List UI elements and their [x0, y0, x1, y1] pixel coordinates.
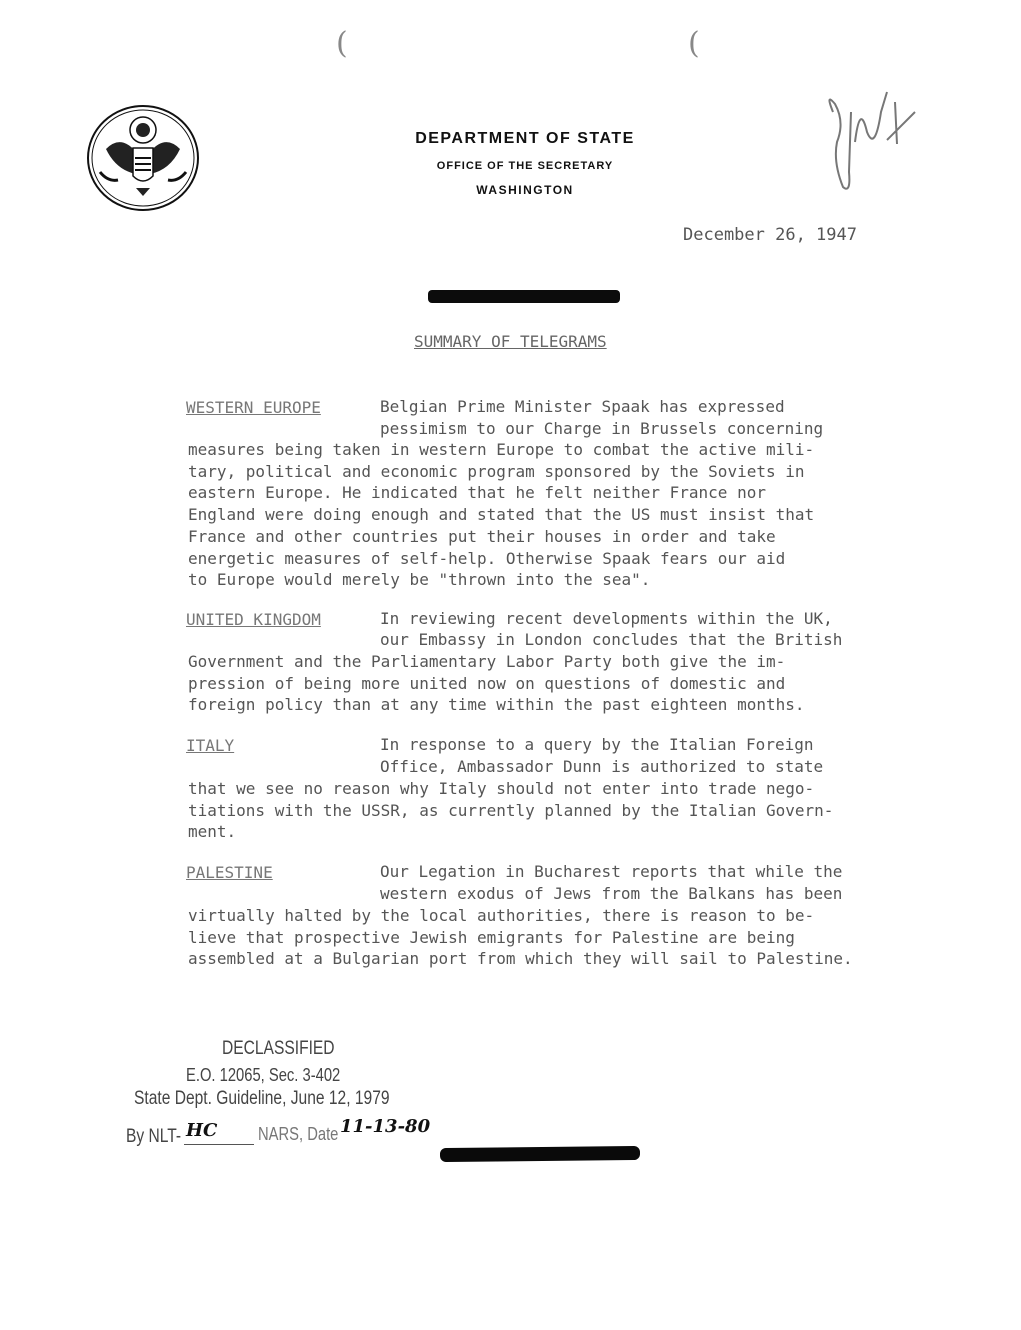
- section-heading-united-kingdom: UNITED KINGDOM: [186, 610, 321, 629]
- redaction-bar: [440, 1146, 640, 1162]
- section-body-united-kingdom: Government and the Parliamentary Labor Party both give the im- pression of being more united now on questions of domestic and foreign policy than at any time within the past eighteen months.: [188, 652, 805, 715]
- section-lead-line: our Embassy in London concludes that the British: [380, 630, 843, 649]
- document-title: SUMMARY OF TELEGRAMS: [414, 332, 607, 351]
- section-lead-line: Our Legation in Bucharest reports that while the: [380, 862, 843, 881]
- section-lead-line: Office, Ambassador Dunn is authorized to state: [380, 757, 824, 776]
- letterhead-department: DEPARTMENT OF STATE: [415, 130, 635, 147]
- section-heading-palestine: PALESTINE: [186, 863, 273, 882]
- letterhead-city: WASHINGTON: [476, 183, 574, 197]
- letterhead-office: OFFICE OF THE SECRETARY: [436, 160, 614, 172]
- stamp-nars: NARS, Date: [258, 1124, 339, 1144]
- stamp-by-initials: HC: [186, 1120, 218, 1141]
- section-body-palestine: virtually halted by the local authorities, there is reason to be- lieve that prospective Jewish emigrants for Palestine are being assembled at a Bulgarian port from which they will sail to Palestine.: [188, 906, 853, 969]
- stamp-by-line: [126, 1116, 456, 1156]
- section-lead-line: western exodus of Jews from the Balkans has been: [380, 884, 843, 903]
- margin-mark-right: (: [688, 26, 700, 61]
- section-body-western-europe: measures being taken in western Europe to combat the active mili- tary, political and economic program sponsored by the Soviets in eastern Europe. He indicated that he felt neither France nor England were doing enough and stated that the US must insist that France and other countries put their houses in order and take energetic measures of self-help. Otherwise Spaak fears our aid to Europe would merely be "thrown into the sea".: [188, 440, 815, 590]
- stamp-declassified: DECLASSIFIED: [222, 1038, 335, 1059]
- stamp-eo: E.O. 12065, Sec. 3-402: [186, 1065, 341, 1085]
- stamp-underline: [184, 1144, 254, 1145]
- redaction-bar: [428, 290, 620, 303]
- section-heading-italy: ITALY: [186, 736, 235, 755]
- stamp-date-handwritten: 11-13-80: [340, 1116, 431, 1137]
- section-lead-line: pessimism to our Charge in Brussels concerning: [380, 419, 824, 438]
- section-lead-line: Belgian Prime Minister Spaak has expressed: [380, 397, 785, 416]
- handwritten-initials-icon: [815, 72, 925, 197]
- section-lead-line: In response to a query by the Italian Foreign: [380, 735, 814, 754]
- document-date: December 26, 1947: [683, 225, 857, 245]
- section-heading-western-europe: WESTERN EUROPE: [186, 398, 321, 417]
- section-body-italy: that we see no reason why Italy should not enter into trade nego- tiations with the USSR, as currently planned by the Italian Govern- ment.: [188, 779, 834, 842]
- margin-mark-left: (: [336, 26, 348, 61]
- stamp-by-prefix: By NLT-: [126, 1126, 182, 1147]
- stamp-guideline: State Dept. Guideline, June 12, 1979: [134, 1088, 390, 1109]
- section-lead-line: In reviewing recent developments within the UK,: [380, 609, 833, 628]
- great-seal-icon: [86, 104, 200, 212]
